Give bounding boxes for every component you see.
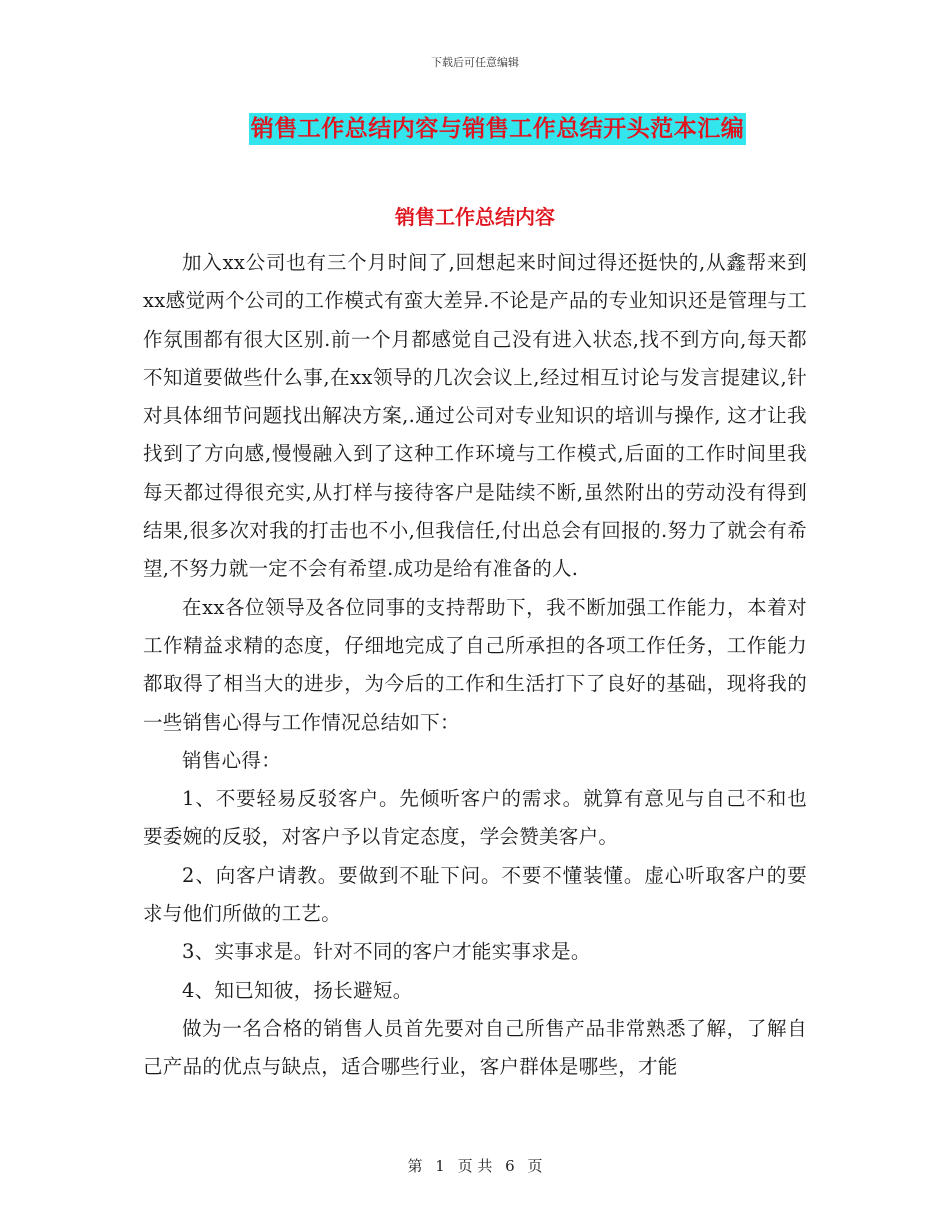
page-number: 1	[435, 1157, 445, 1175]
footer-middle: 页 共	[457, 1157, 493, 1175]
footer-suffix: 页	[527, 1157, 543, 1175]
document-title: 销售工作总结内容与销售工作总结开头范本汇编	[249, 113, 747, 145]
paragraph: 1、不要轻易反驳客户。先倾听客户的需求。就算有意见与自己不和也要委婉的反驳，对客户予以肯定态度，学会赞美客户。	[143, 787, 807, 849]
paragraph: 做为一名合格的销售人员首先要对自己所售产品非常熟悉了解，了解自己产品的优点与缺点，适合哪些行业，客户群体是哪些，才能	[143, 1016, 807, 1079]
document-body	[143, 244, 807, 1087]
page-total: 6	[505, 1157, 515, 1175]
document-title-container	[0, 113, 950, 145]
paragraph: 4、知已知彼，扬长避短。	[182, 978, 413, 1002]
section-title: 销售工作总结内容	[395, 205, 555, 229]
paragraph: 2、向客户请教。要做到不耻下问。不要不懂装懂。虚心听取客户的要求与他们所做的工艺。	[143, 863, 807, 926]
footer-prefix: 第	[407, 1157, 423, 1175]
header-note: 下载后可任意编辑	[431, 56, 519, 69]
paragraph: 加入xx公司也有三个月时间了,回想起来时间过得还挺快的,从鑫帮来到xx感觉两个公司的工作模式有蛮大差异.不论是产品的专业知识还是管理与工作氛围都有很大区别.前一个月都感觉自己没有进入状态,找不到方向,每天都不知道要做些什么事,在xx领导的几次会议上,经过相互讨论与发言提建议,针对具体细节问题找出解决方案,.通过公司对专业知识的培训与操作, 这才让我找到了方向感,慢慢融入到了这种工作环境与工作模式,后面的工作时间里我每天都过得很充实,从打样与接待客户是陆续不断,虽然附出的劳动没有得到结果,很多次对我的打击也不小,但我信任,付出总会有回报的.努力了就会有希望,不努力就一定不会有希望.成功是给有准备的人.	[143, 251, 807, 581]
paragraph: 3、实事求是。针对不同的客户才能实事求是。	[182, 940, 591, 964]
paragraph: 在xx各位领导及各位同事的支持帮助下，我不断加强工作能力，本着对工作精益求精的态度，仔细地完成了自己所承担的各项工作任务，工作能力都取得了相当大的进步，为今后的工作和生活打下了良好的基础，现将我的一些销售心得与工作情况总结如下：	[143, 595, 807, 734]
paragraph: 销售心得：	[182, 748, 282, 772]
page-footer	[0, 1155, 950, 1176]
